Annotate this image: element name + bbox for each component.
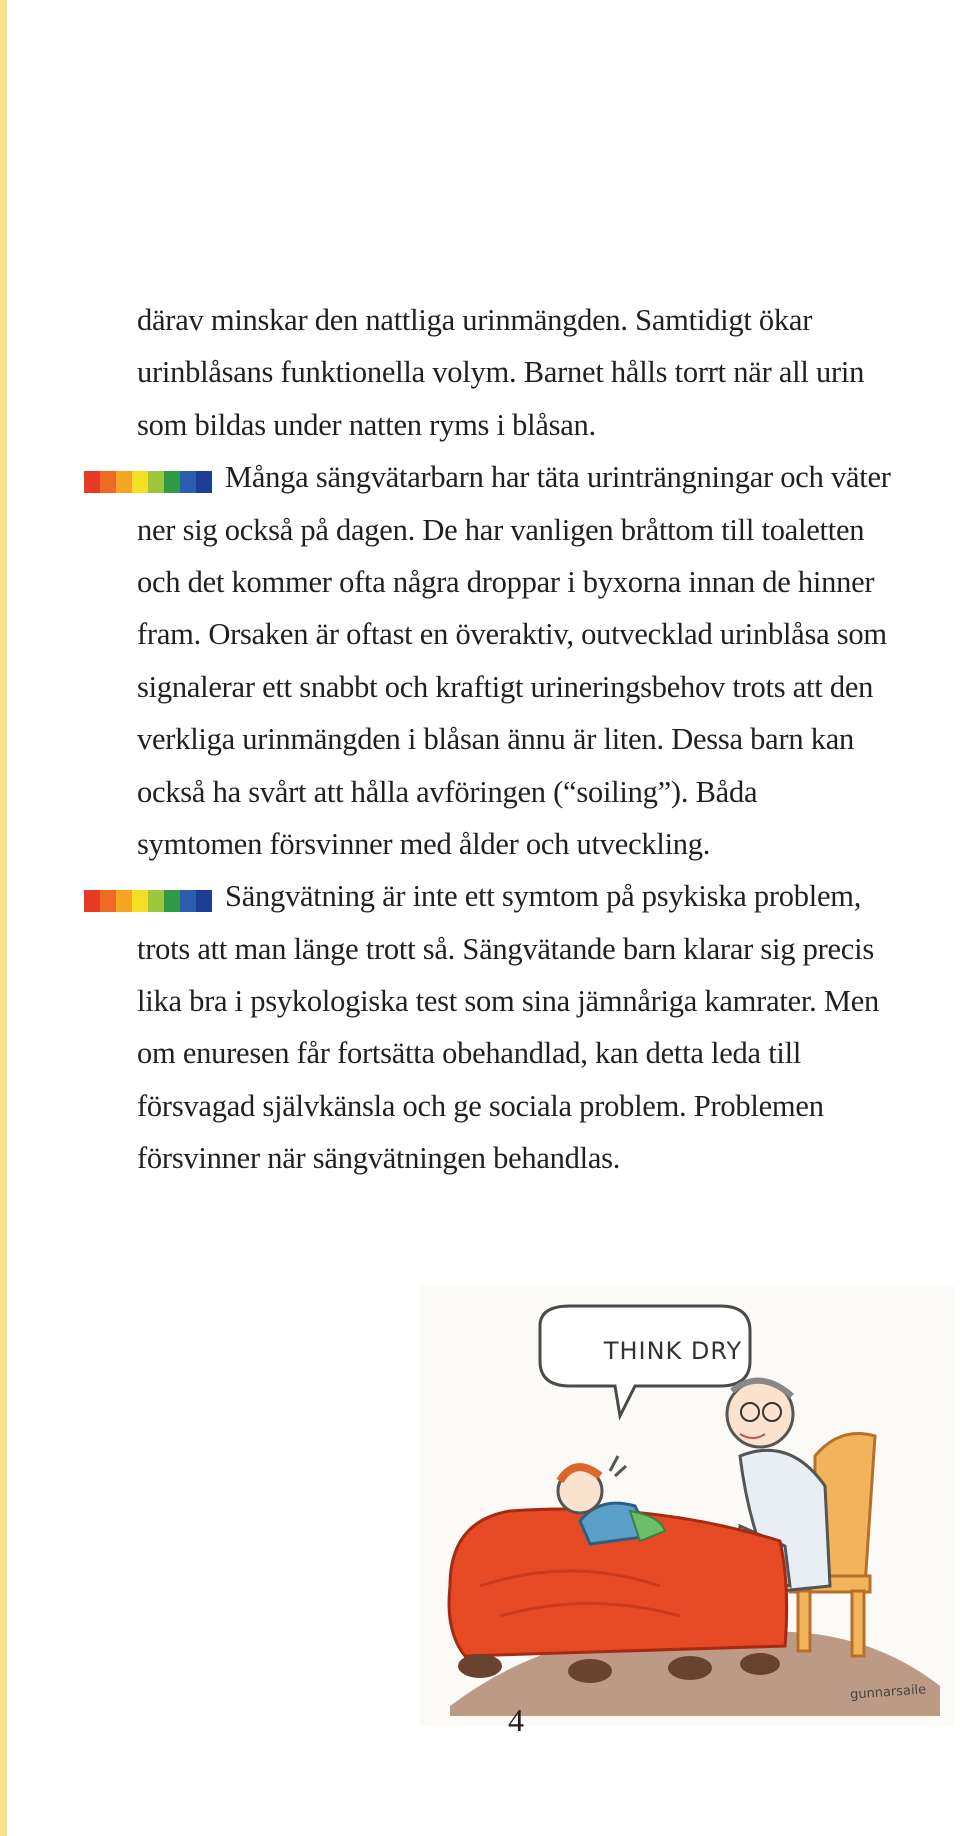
text-line: trots att man länge trott så. Sängvätande barn klarar sig precis: [137, 931, 874, 966]
marker-color-band: [132, 471, 148, 493]
marker-color-band: [84, 890, 100, 912]
artist-signature: gunnarsaile: [849, 1682, 927, 1703]
marker-color-band: [116, 471, 132, 493]
text-line: försvagad självkänsla och ge sociala problem. Problemen: [137, 1088, 824, 1123]
text-line: också ha svårt att hålla avföringen (“soiling”). Båda: [137, 774, 758, 809]
text-line: försvinner när sängvätningen behandlas.: [137, 1141, 621, 1176]
text-line-content: Många sängvätarbarn har täta urinträngningar och väter: [225, 460, 891, 495]
paragraph-2: [137, 451, 957, 870]
marker-color-band: [164, 471, 180, 493]
marker-color-band: [164, 890, 180, 912]
marker-color-band: [148, 471, 164, 493]
marker-color-band: [180, 471, 196, 493]
paragraph-3: [137, 870, 957, 1184]
text-line: som bildas under natten ryms i blåsan.: [137, 407, 596, 442]
page-number: 4: [508, 1702, 524, 1738]
marker-color-band: [132, 890, 148, 912]
text-line: fram. Orsaken är oftast en överaktiv, outvecklad urinblåsa som: [137, 617, 887, 652]
paragraph-1: [137, 294, 957, 451]
marker-color-band: [116, 890, 132, 912]
rainbow-paragraph-marker: [84, 890, 212, 912]
marker-color-band: [100, 471, 116, 493]
text-line: lika bra i psykologiska test som sina jämnåriga kamrater. Men: [137, 984, 879, 1019]
text-line: om enuresen får fortsätta obehandlad, kan detta leda till: [137, 1036, 802, 1071]
text-line-content: Sängvätning är inte ett symtom på psykiska problem,: [225, 879, 862, 914]
text-line: signalerar ett snabbt och kraftigt urineringsbehov trots att den: [137, 669, 874, 704]
marker-color-band: [84, 471, 100, 493]
rainbow-paragraph-marker: [84, 471, 212, 493]
text-line: urinblåsans funktionella volym. Barnet hålls torrt när all urin: [137, 355, 865, 390]
text-line: ner sig också på dagen. De har vanligen bråttom till toaletten: [137, 512, 865, 547]
marker-color-band: [196, 471, 212, 493]
text-line: [137, 870, 957, 922]
marker-color-band: [180, 890, 196, 912]
speech-bubble-text: THINK DRY: [603, 1337, 743, 1365]
marker-color-band: [196, 890, 212, 912]
text-line: symtomen försvinner med ålder och utveckling.: [137, 826, 711, 861]
marker-color-band: [100, 890, 116, 912]
body-text: [137, 294, 957, 1185]
text-line: verkliga urinmängden i blåsan ännu är liten. Dessa barn kan: [137, 722, 855, 757]
page-edge-stripe: [0, 0, 7, 1836]
text-line: och det kommer ofta några droppar i byxorna innan de hinner: [137, 564, 875, 599]
marker-color-band: [148, 890, 164, 912]
text-line: därav minskar den nattliga urinmängden. Samtidigt ökar: [137, 303, 813, 337]
text-line: [137, 451, 957, 503]
